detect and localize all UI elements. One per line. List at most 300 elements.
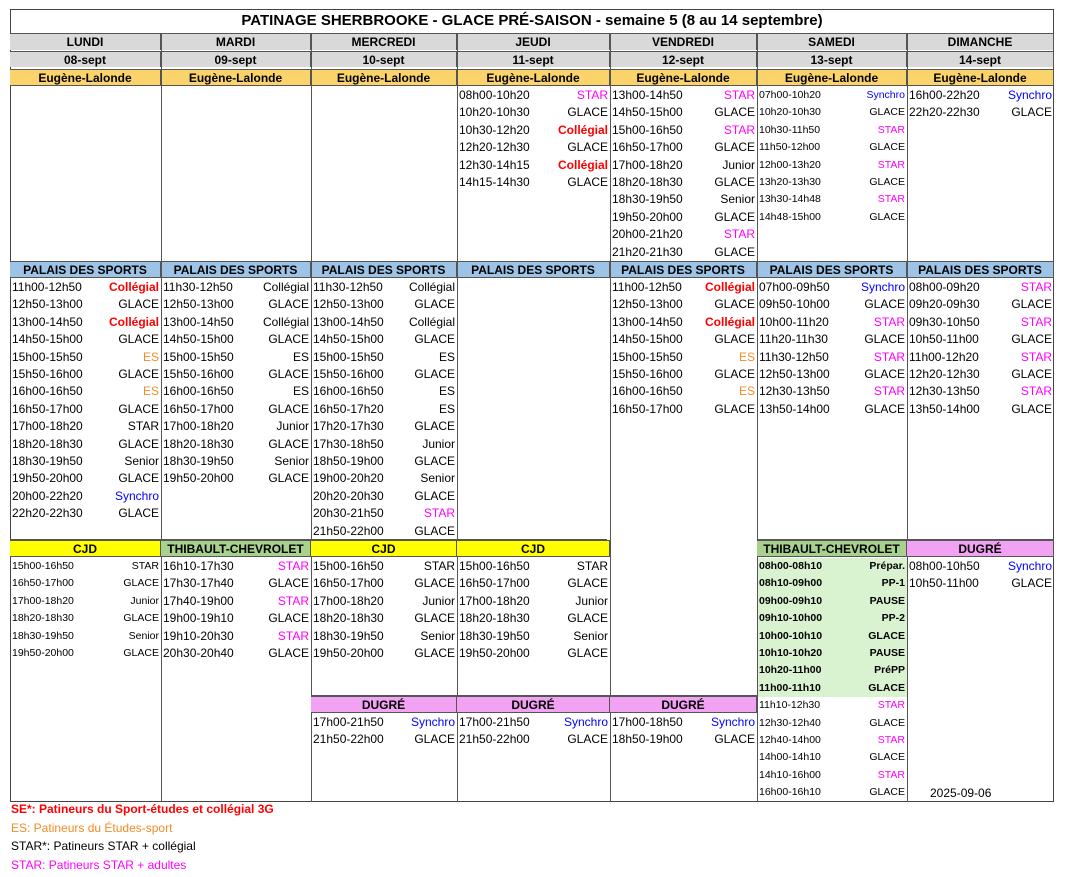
schedule-row [161,593,311,610]
activity-label: Senior [274,454,309,468]
schedule-row [10,436,161,453]
day-header-vendredi: VENDREDI [610,34,757,50]
schedule-row [10,331,161,348]
time-slot: 20h20-20h30 [313,488,384,503]
schedule-row [907,87,1054,104]
time-slot: 16h00-16h10 [759,786,821,799]
time-slot: 19h50-20h00 [12,471,83,486]
time-slot: 15h00-16h50 [313,559,384,573]
venue-header-eugene: Eugène-Lalonde [161,69,311,86]
activity-label: GLACE [118,436,159,451]
schedule-row [757,749,907,766]
time-slot: 12h50-13h00 [12,297,83,312]
activity-label: Junior [575,593,608,608]
activity-label: Collégial [408,314,455,329]
time-slot: 17h00-18h20 [12,419,83,434]
schedule-row [10,314,161,331]
activity-label: GLACE [1011,576,1052,591]
time-slot: 15h00-15h50 [12,349,83,364]
schedule-row [757,191,907,208]
schedule-row [907,331,1054,348]
schedule-row [907,558,1054,575]
schedule-row [610,174,757,191]
activity-label: GLACE [567,576,608,591]
schedule-row [457,575,610,592]
schedule-row [907,383,1054,400]
activity-label: GLACE [118,367,159,381]
day-header-lundi: LUNDI [10,34,161,50]
schedule-row [610,104,757,121]
time-slot: 09h10-10h00 [759,612,823,625]
activity-label: Synchro [866,89,905,101]
time-slot: 10h00-10h10 [759,629,823,642]
activity-label: GLACE [1011,297,1052,312]
schedule-row [161,349,311,366]
activity-label: GLACE [869,176,905,188]
schedule-row [457,593,610,610]
activity-label: ES [292,384,309,399]
schedule-row [311,349,457,366]
time-slot: 13h00-14h50 [163,314,234,329]
venue-header-palais: PALAIS DES SPORTS [610,261,757,278]
time-slot: 17h00-18h20 [459,593,530,608]
activity-label: GLACE [414,454,455,468]
schedule-row [757,296,907,313]
schedule-row [610,226,757,243]
venue-header-thibault: THIBAULT-CHEVROLET [161,540,311,557]
time-slot: 19h50-20h00 [12,647,74,659]
time-slot: 16h00-16h50 [313,384,384,399]
activity-label: Collégial [262,280,309,294]
activity-label: GLACE [714,297,755,312]
schedule-row [457,628,610,645]
schedule-row [757,628,907,645]
activity-label: GLACE [1011,401,1052,416]
time-slot: 17h30-17h40 [163,576,234,591]
activity-label: ES [438,384,455,399]
schedule-row [10,383,161,400]
activity-label: GLACE [268,471,309,486]
activity-label: GLACE [118,297,159,312]
schedule-row [757,157,907,174]
page-title: PATINAGE SHERBROOKE - GLACE PRÉ-SAISON - semaine 5 (8 au 14 septembre) [241,12,823,29]
schedule-row [610,209,757,226]
activity-label: STAR [877,734,905,746]
venue-header-palais: PALAIS DES SPORTS [757,261,907,278]
time-slot: 18h20-18h30 [612,175,683,189]
activity-label: GLACE [414,611,455,626]
activity-label: STAR [277,559,309,573]
activity-label: GLACE [714,244,755,259]
schedule-row [757,279,907,296]
activity-label: Prépar. [869,560,905,572]
schedule-row [757,715,907,732]
schedule-row [457,558,610,575]
time-slot: 10h10-10h20 [759,647,823,659]
activity-label: GLACE [123,647,159,659]
activity-label: GLACE [268,576,309,591]
time-slot: 13h20-13h30 [759,176,821,188]
activity-label: GLACE [414,332,455,347]
schedule-row [311,366,457,383]
schedule-row [161,610,311,627]
schedule-row [757,174,907,191]
activity-label: GLACE [714,175,755,189]
time-slot: 13h50-14h00 [909,401,980,416]
time-slot: 17h00-21h50 [313,715,384,729]
time-slot: 08h00-09h20 [909,280,980,294]
schedule-row [161,436,311,453]
schedule-row [311,436,457,453]
venue-header-eugene: Eugène-Lalonde [10,69,161,86]
schedule-row [757,558,907,575]
activity-label: GLACE [869,210,905,223]
schedule-row [161,575,311,592]
venue-header-cjd: CJD [457,540,610,557]
activity-label: STAR [723,227,755,242]
schedule-row [161,279,311,296]
activity-label: GLACE [1011,332,1052,347]
time-slot: 09h50-10h00 [759,297,830,312]
activity-label: GLACE [268,401,309,416]
time-slot: 17h40-19h00 [163,593,234,608]
activity-label: GLACE [268,611,309,626]
activity-label: GLACE [414,419,455,434]
schedule-row [311,279,457,296]
schedule-row [457,157,610,174]
schedule-row [457,610,610,627]
time-slot: 20h00-21h20 [612,227,683,242]
schedule-row [10,453,161,470]
day-header-mercredi: MERCREDI [311,34,457,50]
schedule-row [757,122,907,139]
activity-label: STAR [277,593,309,608]
schedule-row [610,157,757,174]
time-slot: 11h30-12h50 [759,349,829,364]
time-slot: 12h30-12h40 [759,716,821,729]
activity-label: Junior [422,593,455,608]
time-slot: 15h00-16h50 [612,122,683,137]
time-slot: 12h30-13h50 [909,384,980,399]
activity-label: STAR [723,122,755,137]
schedule-row [907,349,1054,366]
time-slot: 19h00-20h20 [313,471,384,486]
schedule-row [10,593,161,610]
time-slot: 16h00-16h50 [163,384,234,399]
schedule-row [610,122,757,139]
activity-label: GLACE [414,646,455,660]
schedule-row [907,401,1054,418]
schedule-row [907,279,1054,296]
activity-label: STAR [423,506,455,521]
activity-label: GLACE [864,297,905,312]
time-slot: 18h50-19h00 [612,732,683,747]
schedule-row [907,366,1054,383]
time-slot: 16h50-17h00 [612,401,683,416]
activity-label: Junior [722,157,755,172]
time-slot: 16h00-22h20 [909,88,980,102]
time-slot: 15h00-15h50 [612,349,683,364]
schedule-row [757,209,907,226]
time-slot: 12h20-12h30 [909,367,980,381]
schedule-row [610,714,757,731]
activity-label: Senior [420,628,455,643]
schedule-row [10,505,161,522]
time-slot: 16h50-17h00 [459,576,530,591]
activity-label: ES [142,384,159,399]
schedule-row [757,331,907,348]
activity-label: STAR [131,560,159,572]
time-slot: 11h00-12h50 [612,280,682,294]
time-slot: 10h20-10h30 [459,105,530,120]
time-slot: 12h50-13h00 [759,367,830,381]
activity-label: GLACE [123,612,159,625]
time-slot: 15h00-16h50 [459,559,530,573]
schedule-row [610,331,757,348]
activity-label: Synchro [710,715,755,729]
schedule-row [161,645,311,662]
time-slot: 14h50-15h00 [12,332,83,347]
time-slot: 19h00-19h10 [163,611,234,626]
schedule-row [10,610,161,627]
activity-label: GLACE [868,629,905,642]
activity-label: GLACE [118,401,159,416]
activity-label: GLACE [118,332,159,347]
day-header-samedi: SAMEDI [757,34,907,50]
activity-label: Collégial [557,122,608,137]
day-header-jeudi: JEUDI [457,34,610,50]
activity-label: GLACE [864,332,905,347]
activity-label: GLACE [268,332,309,347]
venue-header-cjd: CJD [10,540,161,557]
schedule-row [161,470,311,487]
time-slot: 15h50-16h00 [163,367,234,381]
activity-label: GLACE [869,141,905,154]
schedule-row [10,488,161,505]
activity-label: STAR [1020,314,1052,329]
activity-label: Collégial [108,314,159,329]
day-header-mardi: MARDI [161,34,311,50]
time-slot: 15h00-16h50 [12,560,74,572]
legend-item: ES: Patineurs du Études-sport [11,820,173,835]
activity-label: GLACE [864,401,905,416]
activity-label: PAUSE [869,594,905,607]
time-slot: 13h00-14h50 [313,314,384,329]
activity-label: STAR [277,628,309,643]
activity-label: GLACE [869,751,905,764]
activity-label: ES [438,349,455,364]
time-slot: 10h30-12h20 [459,122,530,137]
activity-label: GLACE [868,681,905,694]
schedule-row [757,314,907,331]
activity-label: GLACE [268,297,309,312]
time-slot: 20h30-21h50 [313,506,384,521]
activity-label: GLACE [1011,105,1052,120]
schedule-row [757,139,907,156]
activity-label: Junior [422,436,455,451]
schedule-row [10,628,161,645]
venue-header-eugene: Eugène-Lalonde [610,69,757,86]
schedule-row [311,523,457,540]
schedule-row [10,279,161,296]
schedule-row [311,593,457,610]
activity-label: GLACE [869,716,905,729]
time-slot: 17h00-18h50 [612,715,683,729]
time-slot: 13h00-14h50 [12,314,83,329]
schedule-row [457,122,610,139]
schedule-row [161,296,311,313]
activity-label: GLACE [414,732,455,747]
schedule-row [757,680,907,697]
schedule-row [161,366,311,383]
activity-label: GLACE [268,367,309,381]
schedule-row [10,470,161,487]
schedule-row [311,383,457,400]
schedule-row [161,383,311,400]
time-slot: 14h10-16h00 [759,768,821,781]
time-slot: 22h20-22h30 [909,105,980,120]
schedule-row [311,331,457,348]
time-slot: 12h50-13h00 [313,297,384,312]
venue-header-palais: PALAIS DES SPORTS [311,261,457,278]
time-slot: 13h00-14h50 [612,314,683,329]
time-slot: 10h20-11h00 [759,664,822,677]
schedule-row [757,87,907,104]
activity-label: GLACE [414,367,455,381]
time-slot: 09h00-09h10 [759,594,823,607]
schedule-row [757,610,907,627]
schedule-row [10,645,161,662]
activity-label: PréPP [874,664,905,677]
schedule-row [311,628,457,645]
time-slot: 08h00-10h20 [459,88,530,102]
schedule-row [457,731,610,748]
time-slot: 16h10-17h30 [163,559,234,573]
schedule-row [161,453,311,470]
schedule-row [907,575,1054,592]
schedule-row [610,296,757,313]
activity-label: PAUSE [869,647,905,659]
activity-label: GLACE [1011,367,1052,381]
activity-label: STAR [1020,384,1052,399]
schedule-row [610,366,757,383]
time-slot: 11h00-12h20 [909,349,979,364]
schedule-row [610,383,757,400]
legend-item: STAR*: Patineurs STAR + collégial [11,839,196,853]
time-slot: 10h50-11h00 [909,332,979,347]
time-slot: 18h20-18h30 [12,612,74,625]
schedule-row [757,575,907,592]
activity-label: Synchro [860,280,905,294]
activity-label: GLACE [869,786,905,799]
schedule-row [10,558,161,575]
activity-label: STAR [873,384,905,399]
legend-item: SE*: Patineurs du Sport-études et collégial 3G [11,802,274,816]
activity-label: ES [292,349,309,364]
time-slot: 21h50-22h00 [313,732,384,747]
schedule-row [311,575,457,592]
date-header: 13-sept [757,51,907,67]
date-header: 08-sept [10,51,161,67]
time-slot: 08h10-09h00 [759,577,823,590]
venue-header-palais: PALAIS DES SPORTS [907,261,1054,278]
schedule-row [757,662,907,679]
time-slot: 19h50-20h00 [459,646,530,660]
time-slot: 18h30-19h50 [459,628,530,643]
activity-label: GLACE [714,732,755,747]
activity-label: GLACE [118,506,159,521]
schedule-row [311,401,457,418]
schedule-row [610,349,757,366]
time-slot: 11h00-11h10 [759,681,821,694]
activity-label: Synchro [563,715,608,729]
activity-label: STAR [423,559,455,573]
activity-label: GLACE [414,576,455,591]
time-slot: 15h50-16h00 [612,367,683,381]
activity-label: STAR [127,419,159,434]
schedule-row [161,558,311,575]
schedule-row [757,383,907,400]
schedule-row [457,139,610,156]
time-slot: 08h00-08h10 [759,560,823,572]
time-slot: 10h30-11h50 [759,123,821,136]
time-slot: 19h50-20h00 [612,209,683,224]
schedule-row [610,87,757,104]
time-slot: 17h20-17h30 [313,419,384,434]
time-slot: 11h20-11h30 [759,332,828,347]
activity-label: GLACE [714,105,755,120]
activity-label: GLACE [567,646,608,660]
activity-label: Junior [276,419,309,434]
activity-label: STAR [1020,349,1052,364]
activity-label: GLACE [414,297,455,312]
schedule-row [10,575,161,592]
column-divider [907,34,908,802]
time-slot: 14h50-15h00 [612,332,683,347]
schedule-row [757,349,907,366]
activity-label: GLACE [714,367,755,381]
time-slot: 18h30-19h50 [163,454,234,468]
activity-label: STAR [723,88,755,102]
legend-item: STAR: Patineurs STAR + adultes [11,857,187,872]
activity-label: GLACE [567,175,608,189]
venue-header-dugre: DUGRÉ [610,696,757,713]
time-slot: 15h50-16h00 [313,367,384,381]
date-header: 10-sept [311,51,457,67]
schedule-row [907,314,1054,331]
time-slot: 12h50-13h00 [612,297,683,312]
activity-label: ES [438,401,455,416]
time-slot: 13h50-14h00 [759,401,830,416]
activity-label: STAR [877,699,905,712]
activity-label: ES [142,349,159,364]
activity-label: Collégial [704,314,755,329]
schedule-row [907,296,1054,313]
time-slot: 16h50-17h00 [163,401,234,416]
date-header: 12-sept [610,51,757,67]
activity-label: Senior [124,454,159,468]
time-slot: 22h20-22h30 [12,506,83,521]
schedule-row [457,104,610,121]
time-slot: 16h50-17h20 [313,401,384,416]
schedule-row [161,401,311,418]
time-slot: 21h20-21h30 [612,244,683,259]
activity-label: STAR [576,88,608,102]
time-slot: 16h50-17h00 [12,577,74,590]
time-slot: 18h20-18h30 [459,611,530,626]
schedule-row [610,279,757,296]
schedule-row [757,784,907,801]
